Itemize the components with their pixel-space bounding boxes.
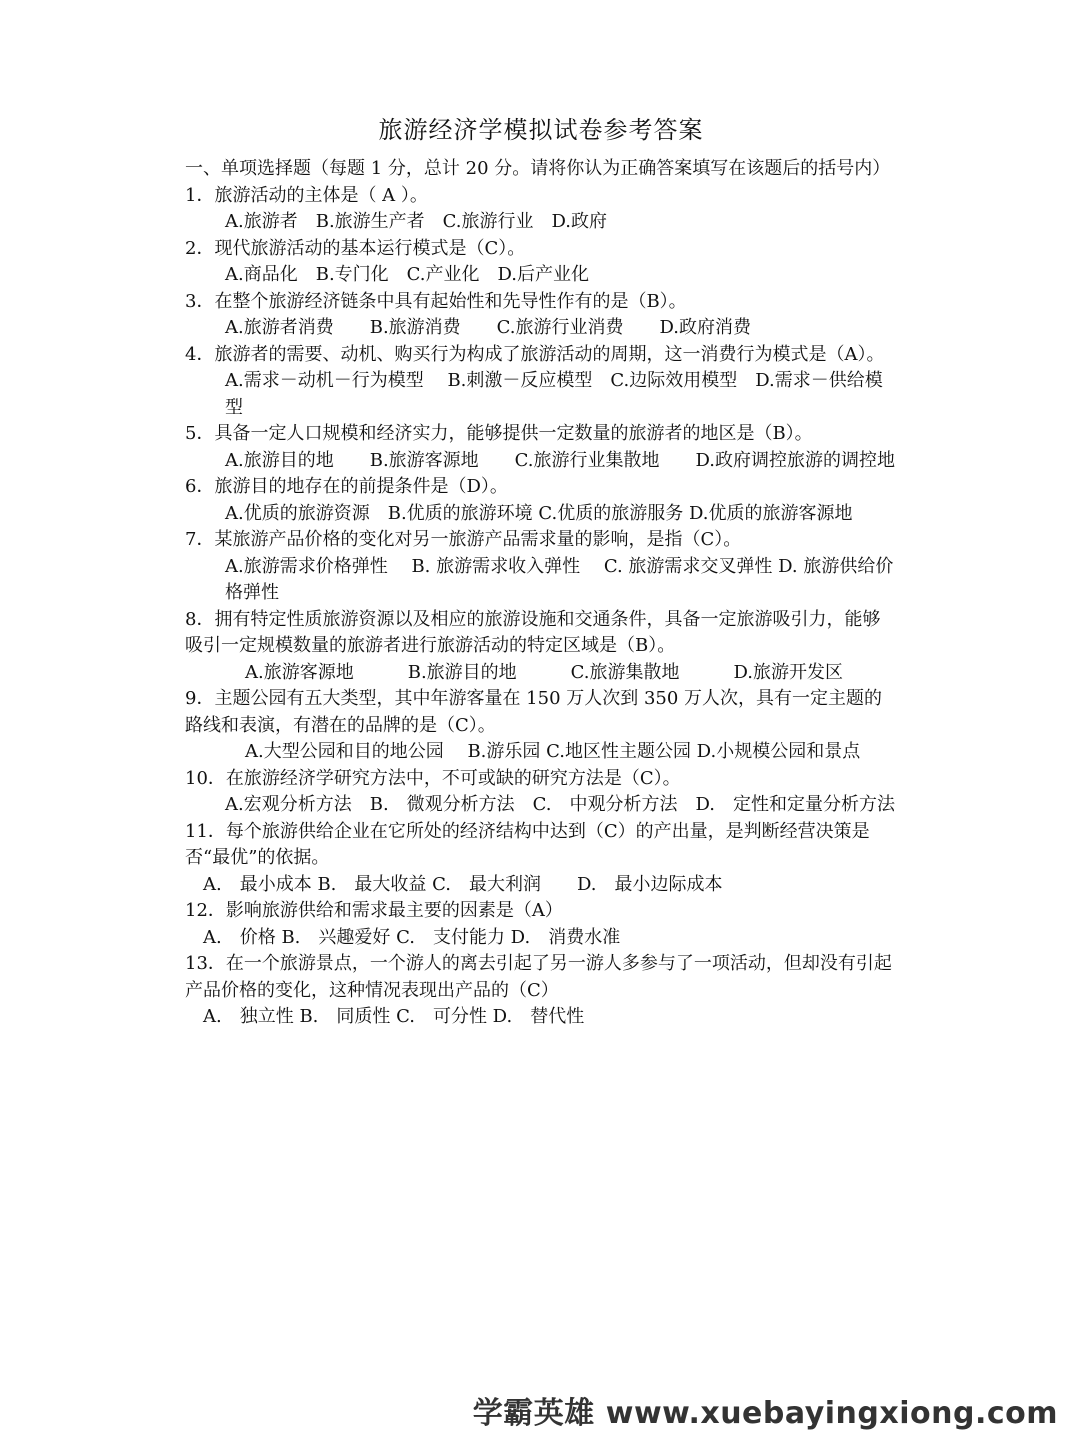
question-8: 8．拥有特定性质旅游资源以及相应的旅游设施和交通条件，具备一定旅游吸引力，能够吸引一定规模数量的旅游者进行旅游活动的特定区域是（B）。 <box>185 608 881 656</box>
question-1: 1．旅游活动的主体是（ A ）。 <box>185 184 428 206</box>
exam-answer-sheet <box>185 110 897 1031</box>
question-11: 11．每个旅游供给企业在它所处的经济结构中达到（C）的产出量，是判断经营决策是否“最优”的依据。 <box>185 820 870 868</box>
options-1: A.旅游者 B.旅游生产者 C.旅游行业 D.政府 <box>225 211 608 232</box>
question-4: 4．旅游者的需要、动机、购买行为构成了旅游活动的周期，这一消费行为模式是（A）。 <box>185 343 885 365</box>
question-6: 6．旅游目的地存在的前提条件是（D）。 <box>185 476 508 497</box>
options-13: A. 独立性 B. 同质性 C. 可分性 D. 替代性 <box>203 1006 585 1027</box>
question-7: 7．某旅游产品价格的变化对另一旅游产品需求量的影响，是指（C）。 <box>185 529 742 550</box>
question-5: 5．具备一定人口规模和经济实力，能够提供一定数量的旅游者的地区是（B）。 <box>185 423 813 444</box>
options-12: A. 价格 B. 兴趣爱好 C. 支付能力 D. 消费水准 <box>203 926 621 948</box>
question-2: 2．现代旅游活动的基本运行模式是（C）。 <box>185 237 526 259</box>
options-4: A.需求－动机－行为模型 B.刺激－反应模型 C.边际效用模型 D.需求－供给模型 <box>225 370 883 418</box>
page-title: 旅游经济学模拟试卷参考答案 <box>378 116 704 144</box>
question-13: 13．在一个旅游景点，一个游人的离去引起了另一游人多参与了一项活动，但却没有引起产品价格的变化，这种情况表现出产品的（C） <box>185 953 892 1001</box>
watermark: 学霸英雄 www.xuebayingxiong.com <box>472 1396 1058 1431</box>
options-10: A.宏观分析方法 B. 微观分析方法 C. 中观分析方法 D. 定性和定量分析方法 <box>225 794 896 815</box>
options-3: A.旅游者消费 B.旅游消费 C.旅游行业消费 D.政府消费 <box>225 317 752 338</box>
question-9: 9．主题公园有五大类型，其中年游客量在 150 万人次到 350 万人次，具有一定主题的路线和表演，有潜在的品牌的是（C）。 <box>185 688 883 736</box>
options-9: A.大型公园和目的地公园 B.游乐园 C.地区性主题公园 D.小规模公园和景点 <box>245 741 861 762</box>
options-8: A.旅游客源地 B.旅游目的地 C.旅游集散地 D.旅游开发区 <box>245 661 844 683</box>
question-12: 12．影响旅游供给和需求最主要的因素是（A） <box>185 900 563 921</box>
question-3: 3．在整个旅游经济链条中具有起始性和先导性作有的是（B）。 <box>185 290 687 312</box>
options-2: A.商品化 B.专门化 C.产业化 D.后产业化 <box>225 264 590 285</box>
options-6: A.优质的旅游资源 B.优质的旅游环境 C.优质的旅游服务 D.优质的旅游客源地 <box>225 502 853 524</box>
options-5: A.旅游目的地 B.旅游客源地 C.旅游行业集散地 D.政府调控旅游的调控地 <box>225 449 896 471</box>
options-11: A. 最小成本 B. 最大收益 C. 最大利润 D. 最小边际成本 <box>203 873 723 895</box>
options-7: A.旅游需求价格弹性 B. 旅游需求收入弹性 C. 旅游需求交叉弹性 D. 旅游供给价格弹性 <box>225 555 894 603</box>
section-heading: 一、单项选择题（每题 1 分，总计 20 分。请将你认为正确答案填写在该题后的括号内） <box>185 158 891 179</box>
question-10: 10．在旅游经济学研究方法中，不可或缺的研究方法是（C）。 <box>185 767 681 789</box>
